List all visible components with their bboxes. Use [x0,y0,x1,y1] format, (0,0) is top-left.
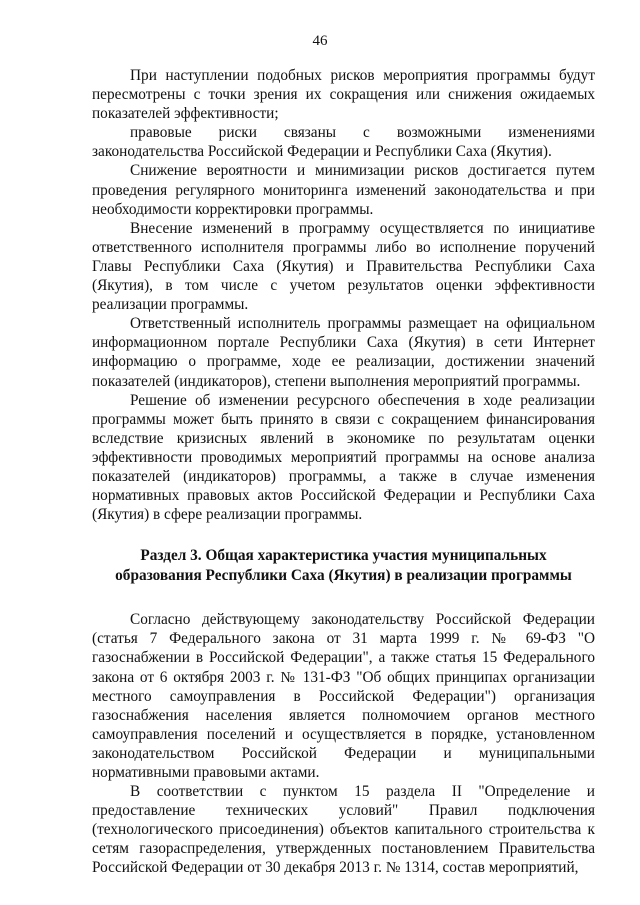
paragraph-gas-supply-law: Согласно действующему законодательству Российской Федерации (статья 7 Федерального закона от 31 марта 1999 г. № 69-ФЗ "О газоснабжении в Российской Федерации", а также статья 15 Федерального закона от 6 октября 2003 г. № 131-ФЗ "Об общих принципах организации местного самоуправления в Российской Федерации") организация газоснабжения населения является полномочием органов местного самоуправления поселений и осуществляется в порядке, установленном законодательством Российской Федерации и муниципальными нормативными правовыми актами. [92,611,595,781]
paragraph-publication: Ответственный исполнитель программы размещает на официальном информационном портале Республики Саха (Якутия) в сети Интернет информацию о программе, ходе ее реализации, достижении значений показателей (индикаторов), степени выполнения мероприятий программы. [92,315,595,390]
paragraph-connection-rules: В соответствии с пунктом 15 раздела II "Определение и предоставление технических условий" Правил подключения (технологического присоединения) объектов капитального строительства к сетям газораспределения, утвержденных постановлением Правительства Российской Федерации от 30 декабря 2013 г. № 1314, состав мероприятий, [92,783,595,877]
paragraph-resource-changes: Решение об изменении ресурсного обеспечения в ходе реализации программы может быть принято в связи с сокращением финансирования вследствие кризисных явлений в экономике по результатам оценки эффективности проводимых мероприятий программы на основе анализа показателей (индикаторов) программы, а также в случае изменения нормативных правовых актов Российской Федерации и Республики Саха (Якутия) в сфере реализации программы. [92,391,595,524]
section-heading-line-2: образования Республики Саха (Якутия) в реализации программы [115,567,572,585]
paragraph-program-changes: Внесение изменений в программу осуществляется по инициативе ответственного исполнителя программы либо во исполнение поручений Главы Республики Саха (Якутия) и Правительства Республики Саха (Якутия), в том числе с учетом результатов оценки эффективности реализации программы. [92,219,595,314]
paragraph-risks-review: При наступлении подобных рисков мероприятия программы будут пересмотрены с точки зрения их сокращения или снижения ожидаемых показателей эффективности; [92,67,595,123]
document-body [92,66,595,878]
page-number: 46 [312,33,328,49]
section-heading-line-1: Раздел 3. Общая характеристика участия муниципальных [140,547,547,565]
paragraph-risk-minimization: Снижение вероятности и минимизации рисков достигается путем проведения регулярного мониторинга изменений законодательства и при необходимости корректировки программы. [92,162,595,218]
section-heading [92,546,595,586]
paragraph-legal-risks: правовые риски связаны с возможными изменениями законодательства Российской Федерации и Республики Саха (Якутия). [92,124,595,161]
